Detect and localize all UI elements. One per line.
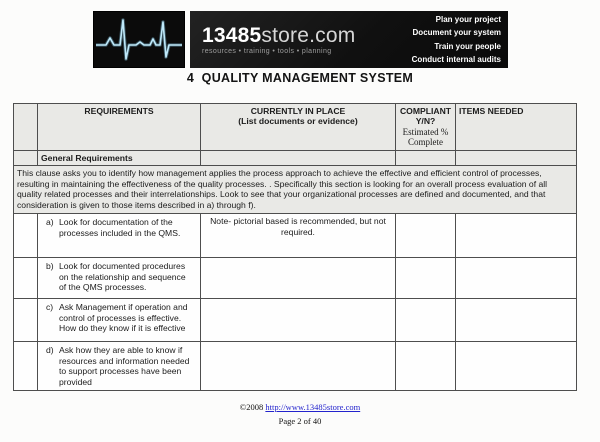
section-heading-row bbox=[14, 150, 577, 165]
menu-item-train: Train your people bbox=[434, 41, 501, 51]
currently-in-place-line2: (List documents or evidence) bbox=[238, 116, 358, 127]
header-banner bbox=[190, 11, 508, 68]
header-corner-cell bbox=[14, 104, 38, 151]
menu-item-document: Document your system bbox=[412, 28, 501, 37]
brand-block bbox=[190, 25, 355, 55]
row-index-cell bbox=[14, 214, 38, 258]
requirement-label: c) bbox=[46, 302, 54, 313]
section-heading: General Requirements bbox=[38, 150, 201, 165]
clause-description: This clause asks you to identify how management applies the process approach to achieve the effective and efficient control of processes, resulting in maintaining the effectiveness of the quality processes. . Specifically this section is looking for an overall process evaluation of all quality related processes and their interrelationships. Look to see that your organizational processes are defined and documented, and that consideration is given to those items described in a) through f). bbox=[14, 166, 577, 214]
row-index-cell bbox=[14, 342, 38, 391]
table-row bbox=[14, 214, 577, 258]
row-index-cell bbox=[14, 258, 38, 299]
row-index-cell bbox=[14, 299, 38, 342]
compliant-cell bbox=[396, 214, 456, 258]
audit-checklist-table bbox=[13, 103, 577, 391]
menu-item-plan: Plan your project bbox=[435, 14, 501, 24]
compliant-sub-line1: Estimated % bbox=[402, 126, 449, 137]
section-row-corner-cell bbox=[14, 150, 38, 165]
section-row-empty-cell bbox=[456, 150, 577, 165]
currently-in-place-line1: CURRENTLY IN PLACE bbox=[250, 106, 346, 116]
requirement-label: b) bbox=[46, 261, 54, 272]
requirement-cell bbox=[38, 214, 201, 258]
requirement-text: Ask how they are able to know if resources and information needed to support processes have been provided bbox=[59, 345, 190, 387]
items-needed-cell bbox=[456, 342, 577, 391]
compliant-line2: Y/N? bbox=[415, 116, 436, 127]
items-needed-cell bbox=[456, 214, 577, 258]
section-row-empty-cell bbox=[201, 150, 396, 165]
requirement-cell bbox=[38, 299, 201, 342]
compliant-cell bbox=[396, 299, 456, 342]
compliant-line1: COMPLIANT bbox=[399, 106, 452, 116]
compliant-cell bbox=[396, 342, 456, 391]
table-header-row bbox=[14, 104, 577, 151]
table-row bbox=[14, 258, 577, 299]
ekg-logo-box bbox=[93, 11, 185, 68]
page-title: 4 QUALITY MANAGEMENT SYSTEM bbox=[186, 71, 414, 85]
requirement-label: d) bbox=[46, 345, 54, 356]
requirement-text: Look for documented procedures on the relationship and sequence of the QMS processes. bbox=[59, 261, 186, 293]
requirement-text: Look for documentation of the processes included in the QMS. bbox=[59, 217, 181, 238]
page-number: Page 2 of 40 bbox=[278, 416, 322, 426]
footer-website-link[interactable]: http://www.13485store.com bbox=[265, 402, 361, 412]
menu-item-audits: Conduct internal audits bbox=[411, 55, 501, 64]
currently-in-place-cell bbox=[201, 299, 396, 342]
table-row bbox=[14, 342, 577, 391]
col-header-compliant bbox=[396, 104, 456, 151]
clause-description-row bbox=[14, 166, 577, 214]
items-needed-cell bbox=[456, 299, 577, 342]
col-header-currently-in-place bbox=[201, 104, 396, 151]
requirement-label: a) bbox=[46, 217, 54, 228]
currently-in-place-cell bbox=[201, 258, 396, 299]
copyright-text: ©2008 bbox=[239, 402, 264, 412]
ekg-heartbeat-icon bbox=[94, 12, 184, 67]
brand-tagline: resources • training • tools • planning bbox=[202, 47, 332, 55]
items-needed-cell bbox=[456, 258, 577, 299]
compliant-sub-line2: Complete bbox=[408, 137, 443, 148]
header-menu bbox=[412, 15, 508, 65]
requirement-cell bbox=[38, 258, 201, 299]
requirement-text: Ask Management if operation and control of processes is effective. How do they know if it is effective bbox=[59, 302, 188, 334]
section-row-empty-cell bbox=[396, 150, 456, 165]
footer-copyright-line bbox=[0, 402, 600, 412]
currently-in-place-cell bbox=[201, 342, 396, 391]
col-header-requirements: REQUIREMENTS bbox=[38, 104, 201, 151]
compliant-cell bbox=[396, 258, 456, 299]
brand-bold: 13485 bbox=[202, 23, 262, 47]
brand-rest: store.com bbox=[261, 23, 356, 47]
brand-logo bbox=[202, 25, 355, 46]
currently-in-place-cell: Note- pictorial based is recommended, but not required. bbox=[201, 214, 396, 258]
table-row bbox=[14, 299, 577, 342]
requirement-cell bbox=[38, 342, 201, 391]
col-header-items-needed: ITEMS NEEDED bbox=[456, 104, 577, 151]
